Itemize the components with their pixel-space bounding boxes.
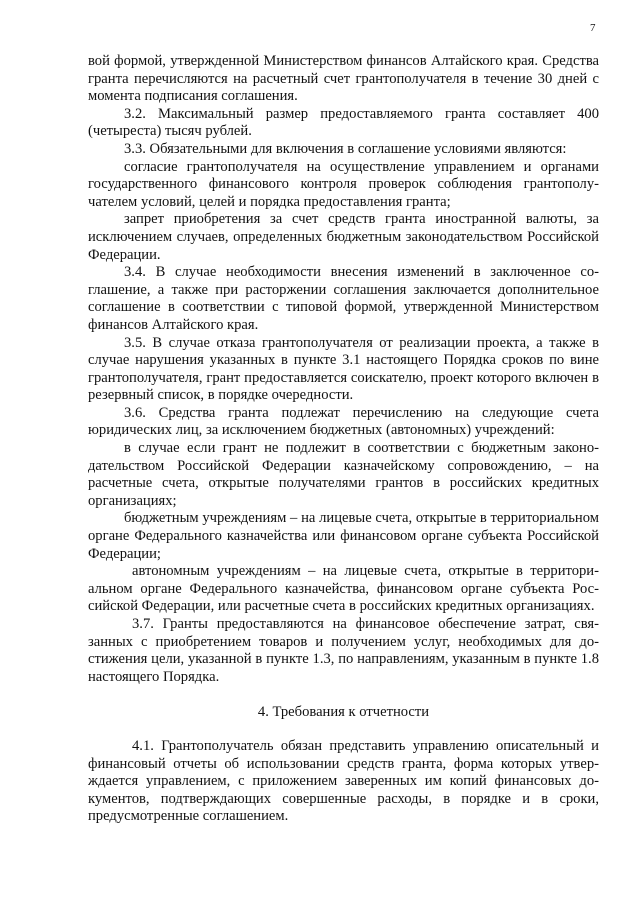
paragraph-continuation: вой формой, утвержденной Министерством финансов Алтайского края. Средства гранта перечисляются на расчетный счет грантополучателя в течение 30 дней с момента подписания соглашения. bbox=[88, 53, 599, 105]
page-number: 7 bbox=[590, 22, 596, 34]
paragraph-3-3-item-1: согласие грантополучателя на осуществление управлением и органами государственного финансового контроля проверок соблюдения грантополучателем условий, целей и порядка предоставления гранта; bbox=[88, 158, 599, 210]
paragraph-3-5: 3.5. В случае отказа грантополучателя от реализации проекта, а также в случае нарушения указанных в пункте 3.1 настоящего Порядка сроков по вине грантополучателя, грант предоставляется соискателю, проект которого включен в резервный список, в порядке очередности. bbox=[88, 334, 599, 404]
paragraph-3-3: 3.3. Обязательными для включения в соглашение условиями являются: bbox=[124, 140, 567, 157]
paragraph-3-4: 3.4. В случае необходимости внесения изменений в заключенное соглашение, а также при расторжении соглашения заключается дополнительное соглашение в соответствии с типовой формой, утвержденной Министерством финансов Алтайского края. bbox=[88, 264, 599, 333]
paragraph-4-1: 4.1. Грантополучатель обязан представить управлению описательный и финансовый отчеты об использовании средств гранта, форма которых утверждается управлением, с приложением заверенных им копий финансовых документов, подтверждающих совершенные расходы, в порядке и в сроки, предусмотренные соглашением. bbox=[88, 737, 599, 825]
paragraph-3-6-item-1: в случае если грант не подлежит в соответствии с бюджетным законодательством Российской Федерации казначейскому сопровождению, – на расчетные счета, открытые получателями грантов в российских кредитных организациях; bbox=[88, 440, 599, 509]
paragraph-3-6-item-2: бюджетным учреждениям – на лицевые счета, открытые в территориальном органе Федерального казначейства или финансовом органе субъекта Российской Федерации; bbox=[88, 510, 599, 562]
paragraph-3-2: 3.2. Максимальный размер предоставляемого гранта составляет 400 (четыреста) тысяч рублей. bbox=[88, 105, 599, 140]
paragraph-3-6: 3.6. Средства гранта подлежат перечислению на следующие счета юридических лиц, за исключением бюджетных (автономных) учреждений: bbox=[88, 404, 599, 439]
paragraph-3-6-item-3: автономным учреждениям – на лицевые счета, открытые в территориальном органе Федерального казначейства, финансовом органе субъекта Российской Федерации, или расчетные счета в российских кредитных организациях. bbox=[88, 563, 599, 615]
document-body bbox=[88, 53, 599, 826]
section-heading: 4. Требования к отчетности bbox=[257, 704, 430, 721]
paragraph-3-3-item-2: запрет приобретения за счет средств гранта иностранной валюты, за исключением случаев, определенных бюджетным законодательством Российской Федерации. bbox=[88, 211, 599, 263]
paragraph-3-7: 3.7. Гранты предоставляются на финансовое обеспечение затрат, связанных с приобретением товаров и получением услуг, необходимых для достижения цели, указанной в пункте 1.3, по направлениям, указанным в пункте 1.8 настоящего Порядка. bbox=[88, 616, 599, 685]
